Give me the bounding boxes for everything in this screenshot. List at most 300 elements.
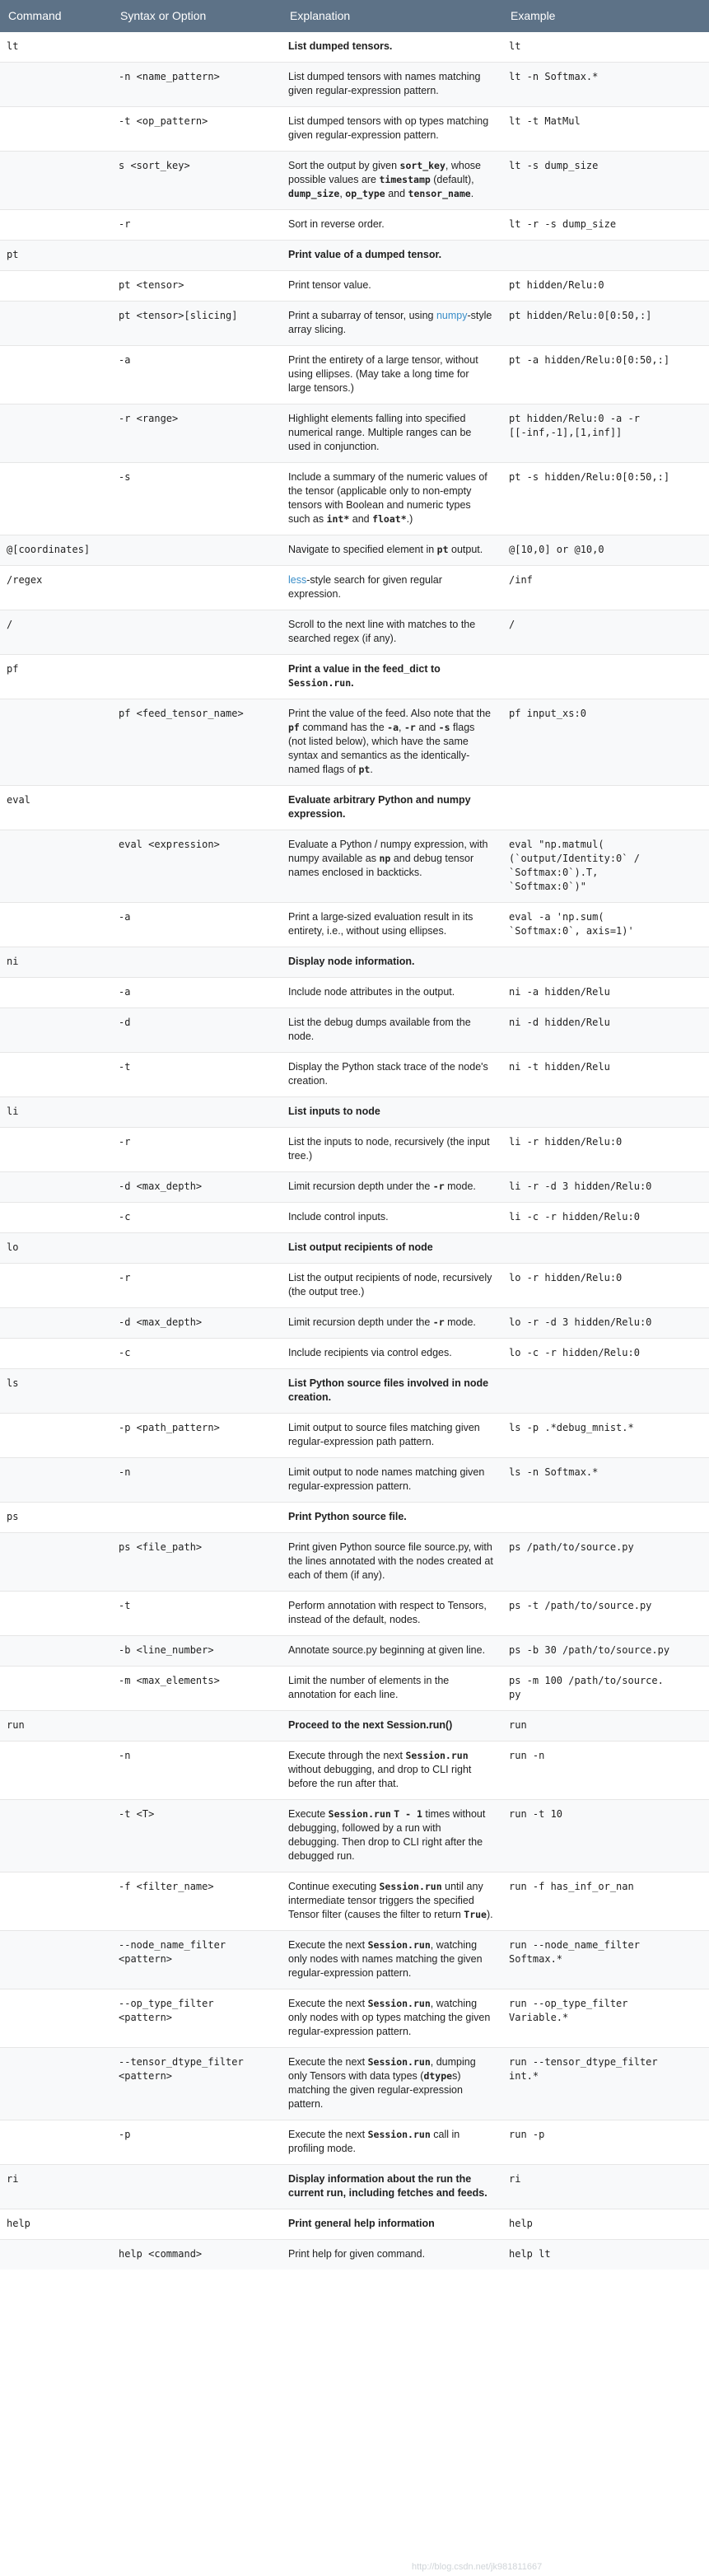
- explanation-cell: [282, 2209, 502, 2240]
- option-cell: -c: [112, 1339, 282, 1369]
- explanation-cell: [282, 152, 502, 210]
- table-row: [0, 1053, 709, 1097]
- explanation-text: Sort the output by given: [288, 160, 400, 171]
- example-cell: pt -s hidden/Relu:0[0:50,:]: [502, 463, 709, 535]
- table-row: [0, 699, 709, 786]
- command-cell: [0, 1172, 112, 1203]
- table-row: [0, 1097, 709, 1128]
- explanation-cell: [282, 32, 502, 63]
- command-cell: [0, 1592, 112, 1636]
- table-row: [0, 1800, 709, 1872]
- option-cell: [112, 32, 282, 63]
- example-cell: [502, 241, 709, 271]
- explanation-text: Annotate source.py beginning at given line.: [288, 1644, 486, 1656]
- inline-code: True: [464, 1909, 487, 1920]
- explanation-text: Print help for given command.: [288, 2248, 426, 2260]
- option-cell: -r: [112, 1264, 282, 1308]
- table-row: [0, 1008, 709, 1053]
- table-row: [0, 2120, 709, 2165]
- option-cell: -n: [112, 1741, 282, 1800]
- table-row: [0, 610, 709, 655]
- explanation-text: Execute the next: [288, 1939, 368, 1951]
- example-cell: lt: [509, 40, 521, 52]
- option-cell: -s: [112, 463, 282, 535]
- explanation-text: Print the entirety of a large tensor, without using ellipses. (May take a long time for large tensors.): [288, 354, 478, 394]
- example-cell: [502, 1233, 709, 1264]
- command-cell: [0, 2048, 112, 2120]
- option-cell: [112, 1233, 282, 1264]
- table-row: [0, 566, 709, 610]
- option-cell: [112, 1097, 282, 1128]
- example-cell: [502, 655, 709, 699]
- table-row: [0, 210, 709, 241]
- explanation-text: List the output recipients of node, recursively (the output tree.): [288, 1272, 492, 1297]
- table-row: [0, 1592, 709, 1636]
- inline-code: Session.run: [367, 1939, 431, 1951]
- table-row: [0, 1667, 709, 1711]
- table-row: [0, 32, 709, 63]
- table-row: [0, 1458, 709, 1503]
- command-cell: [0, 1458, 112, 1503]
- inline-code: Session.run: [328, 1808, 391, 1820]
- explanation-text: Display node information.: [288, 956, 415, 967]
- table-row: [0, 107, 709, 152]
- command-cell: [0, 271, 112, 302]
- explanation-cell: [282, 786, 502, 830]
- explanation-text: Limit the number of elements in the annotation for each line.: [288, 1675, 450, 1700]
- inline-code: pt: [436, 544, 449, 555]
- explanation-text: Execute: [288, 1808, 329, 1820]
- example-cell: ni -a hidden/Relu: [502, 978, 709, 1008]
- explanation-text: -style search for given regular expression.: [288, 574, 442, 600]
- table-row: [0, 830, 709, 903]
- command-cell: [0, 63, 112, 107]
- command-cell: help: [0, 2209, 112, 2240]
- explanation-cell: [282, 830, 502, 903]
- option-cell: [112, 1503, 282, 1533]
- command-cell: ls: [0, 1369, 112, 1414]
- option-cell: help <command>: [112, 2240, 282, 2270]
- example-cell: lo -r hidden/Relu:0: [502, 1264, 709, 1308]
- option-cell: s <sort_key>: [112, 152, 282, 210]
- explanation-text: Sort in reverse order.: [288, 218, 385, 230]
- option-cell: [112, 241, 282, 271]
- explanation-cell: [282, 1592, 502, 1636]
- example-cell: @[10,0] or @10,0: [502, 535, 709, 566]
- explanation-text: Limit output to source files matching given regular-expression path pattern.: [288, 1422, 480, 1447]
- inline-code: -r: [432, 1180, 445, 1192]
- explanation-cell: [282, 566, 502, 610]
- inline-code: dtype: [423, 2070, 453, 2082]
- explanation-cell: [282, 610, 502, 655]
- explanation-text: List the inputs to node, recursively (the input tree.): [288, 1136, 490, 1162]
- example-cell: [502, 1369, 709, 1414]
- table-row: [0, 1203, 709, 1233]
- option-cell: pf <feed_tensor_name>: [112, 699, 282, 786]
- inline-code: dump_size: [288, 188, 340, 199]
- table-row: [0, 1711, 709, 1741]
- option-cell: -a: [112, 903, 282, 947]
- inline-code: op_type: [345, 188, 385, 199]
- command-cell: lt: [7, 40, 19, 52]
- command-cell: [0, 903, 112, 947]
- option-cell: -r: [112, 1128, 282, 1172]
- table-row: [0, 1931, 709, 1989]
- option-cell: [112, 2165, 282, 2209]
- explanation-text: output.: [448, 544, 483, 555]
- example-cell: /: [502, 610, 709, 655]
- option-cell: [112, 535, 282, 566]
- command-cell: /: [0, 610, 112, 655]
- option-cell: eval <expression>: [112, 830, 282, 903]
- explanation-cell: [282, 1458, 502, 1503]
- explanation-text: call in profiling mode.: [288, 2129, 460, 2154]
- table-row: [0, 2240, 709, 2270]
- example-cell: ls -p .*debug_mnist.*: [502, 1414, 709, 1458]
- example-cell: help lt: [502, 2240, 709, 2270]
- explanation-text: .: [370, 764, 373, 775]
- option-cell: -n: [112, 1458, 282, 1503]
- command-cell: [0, 1741, 112, 1800]
- explanation-cell: [282, 1203, 502, 1233]
- explanation-cell: [282, 1053, 502, 1097]
- table-row: [0, 152, 709, 210]
- option-cell: -m <max_elements>: [112, 1667, 282, 1711]
- example-cell: ps /path/to/source.py: [502, 1533, 709, 1592]
- example-cell: run -t 10: [502, 1800, 709, 1872]
- option-cell: -r: [112, 210, 282, 241]
- option-cell: -t <T>: [112, 1800, 282, 1872]
- table-row: [0, 1989, 709, 2048]
- explanation-cell: [282, 978, 502, 1008]
- inline-code: sort_key: [399, 160, 445, 171]
- explanation-text: Highlight elements falling into specified numerical range. Multiple ranges can be used in conjunction.: [288, 413, 472, 452]
- explanation-text: , watching only nodes with names matching the given regular-expression pattern.: [288, 1939, 483, 1979]
- explanation-text: ,: [399, 722, 404, 733]
- command-cell: [0, 1053, 112, 1097]
- table-row: [0, 1369, 709, 1414]
- explanation-cell: [282, 1369, 502, 1414]
- explanation-text: , dumping only Tensors with data types (: [288, 2056, 476, 2082]
- table-row: [0, 2048, 709, 2120]
- example-cell: run -f has_inf_or_nan: [502, 1872, 709, 1931]
- explanation-cell: [282, 271, 502, 302]
- explanation-text: Include a summary of the numeric values of the tensor (applicable only to non-empty tensors with Boolean and numeric types such as: [288, 471, 487, 525]
- inline-code: float*: [372, 513, 407, 525]
- table-body: [0, 32, 709, 2270]
- explanation-cell: [282, 655, 502, 699]
- example-cell: li -r hidden/Relu:0: [502, 1128, 709, 1172]
- command-cell: [0, 404, 112, 463]
- explanation-text: Continue executing: [288, 1881, 380, 1892]
- option-cell: [112, 947, 282, 978]
- explanation-text: and: [349, 513, 373, 525]
- option-cell: -c: [112, 1203, 282, 1233]
- explanation-cell: [282, 241, 502, 271]
- explanation-text: Navigate to specified element in: [288, 544, 437, 555]
- explanation-text: Print a large-sized evaluation result in its entirety, i.e., without using ellipses.: [288, 911, 473, 937]
- command-cell: [0, 1008, 112, 1053]
- table-row: [0, 463, 709, 535]
- example-cell: [502, 1097, 709, 1128]
- explanation-text: Print a value in the feed_dict to: [288, 663, 441, 675]
- table-row: [0, 903, 709, 947]
- inline-code: pf: [288, 722, 300, 733]
- header-syntax-or-option: Syntax or Option: [112, 0, 282, 32]
- command-cell: [0, 1308, 112, 1339]
- table-row: [0, 947, 709, 978]
- example-cell: lt -s dump_size: [502, 152, 709, 210]
- explanation-cell: [282, 1711, 502, 1741]
- example-cell: li -r -d 3 hidden/Relu:0: [502, 1172, 709, 1203]
- option-cell: -d <max_depth>: [112, 1172, 282, 1203]
- inline-code: -a: [387, 722, 399, 733]
- inline-code: -r: [432, 1316, 445, 1328]
- table-row: [0, 271, 709, 302]
- explanation-cell: [282, 107, 502, 152]
- example-cell: ps -t /path/to/source.py: [502, 1592, 709, 1636]
- option-cell: pt <tensor>: [112, 271, 282, 302]
- example-cell: run --op_type_filter Variable.*: [502, 1989, 709, 2048]
- example-cell: /inf: [502, 566, 709, 610]
- table-row: [0, 1128, 709, 1172]
- command-cell: [0, 107, 112, 152]
- explanation-cell: [282, 1931, 502, 1989]
- explanation-cell: [282, 1503, 502, 1533]
- explanation-cell: [282, 1339, 502, 1369]
- explanation-text: Print general help information: [288, 2218, 435, 2229]
- explanation-text: Include recipients via control edges.: [288, 1347, 452, 1358]
- example-cell: ni -d hidden/Relu: [502, 1008, 709, 1053]
- example-cell: lt -r -s dump_size: [502, 210, 709, 241]
- command-cell: [0, 2240, 112, 2270]
- header-command: Command: [0, 0, 112, 32]
- option-cell: -p: [112, 2120, 282, 2165]
- command-cell: @[coordinates]: [0, 535, 112, 566]
- table-row: [0, 1308, 709, 1339]
- option-cell: -a: [112, 346, 282, 404]
- option-cell: --node_name_filter <pattern>: [112, 1931, 282, 1989]
- option-cell: [112, 1711, 282, 1741]
- explanation-cell: [282, 903, 502, 947]
- explanation-cell: [282, 1533, 502, 1592]
- option-cell: -t: [112, 1592, 282, 1636]
- example-cell: run: [502, 1711, 709, 1741]
- explanation-cell: [282, 1800, 502, 1872]
- example-cell: pt hidden/Relu:0[0:50,:]: [502, 302, 709, 346]
- explanation-text: List the debug dumps available from the node.: [288, 1017, 471, 1042]
- inline-code: -r: [403, 722, 416, 733]
- explanation-text: Execute through the next: [288, 1750, 406, 1761]
- option-cell: -t: [112, 1053, 282, 1097]
- explanation-cell: [282, 2240, 502, 2270]
- command-cell: [0, 1533, 112, 1592]
- explanation-cell: [282, 1872, 502, 1931]
- explanation-text: List dumped tensors.: [288, 40, 393, 52]
- option-cell: [112, 655, 282, 699]
- example-cell: run --node_name_filter Softmax.*: [502, 1931, 709, 1989]
- explanation-text: without debugging, and drop to CLI right before the run after that.: [288, 1764, 472, 1789]
- command-cell: ni: [0, 947, 112, 978]
- command-cell: [0, 346, 112, 404]
- example-cell: pt -a hidden/Relu:0[0:50,:]: [502, 346, 709, 404]
- command-cell: [0, 1128, 112, 1172]
- explanation-text: ,: [339, 188, 346, 199]
- explanation-cell: [282, 404, 502, 463]
- explanation-cell: [282, 1128, 502, 1172]
- command-cell: [0, 830, 112, 903]
- explanation-text: Display the Python stack trace of the node's creation.: [288, 1061, 488, 1087]
- command-cell: eval: [0, 786, 112, 830]
- example-cell: ps -b 30 /path/to/source.py: [502, 1636, 709, 1667]
- example-cell: lo -c -r hidden/Relu:0: [502, 1339, 709, 1369]
- option-cell: --op_type_filter <pattern>: [112, 1989, 282, 2048]
- example-cell: [502, 947, 709, 978]
- option-cell: -t <op_pattern>: [112, 107, 282, 152]
- explanation-cell: [282, 302, 502, 346]
- example-cell: run --tensor_dtype_filter int.*: [502, 2048, 709, 2120]
- option-cell: [112, 2209, 282, 2240]
- explanation-text: Limit recursion depth under the: [288, 1180, 433, 1192]
- command-cell: [0, 699, 112, 786]
- table-row: [0, 1533, 709, 1592]
- explanation-text: List Python source files involved in node creation.: [288, 1377, 489, 1403]
- option-cell: ps <file_path>: [112, 1533, 282, 1592]
- command-cell: [0, 1339, 112, 1369]
- inline-code: np: [379, 853, 391, 864]
- explanation-text: s) matching the given regular-expression pattern.: [288, 2070, 463, 2110]
- explanation-text: Evaluate arbitrary Python and numpy expression.: [288, 794, 471, 820]
- command-cell: /regex: [0, 566, 112, 610]
- explanation-cell: [282, 2048, 502, 2120]
- table-row: [0, 2209, 709, 2240]
- explanation-cell: [282, 1636, 502, 1667]
- watermark: http://blog.csdn.net/jk981811667: [412, 2562, 543, 2572]
- doc-link[interactable]: numpy: [436, 310, 468, 321]
- header-explanation: Explanation: [282, 0, 502, 32]
- table-row: [0, 1233, 709, 1264]
- explanation-text: flags (not listed below), which have the same syntax and semantics as the identically-named flags of: [288, 722, 475, 775]
- command-cell: [0, 210, 112, 241]
- inline-code: timestamp: [379, 174, 431, 185]
- explanation-text: List dumped tensors with op types matching given regular-expression pattern.: [288, 115, 489, 141]
- explanation-text: Execute the next: [288, 2129, 368, 2140]
- command-cell: lo: [0, 1233, 112, 1264]
- command-cell: [0, 1800, 112, 1872]
- explanation-text: List dumped tensors with names matching given regular-expression pattern.: [288, 71, 481, 96]
- explanation-cell: [282, 535, 502, 566]
- explanation-cell: [282, 1172, 502, 1203]
- command-cell: run: [0, 1711, 112, 1741]
- option-cell: pt <tensor>[slicing]: [112, 302, 282, 346]
- example-cell: [502, 1503, 709, 1533]
- explanation-text: Limit output to node names matching given regular-expression pattern.: [288, 1466, 485, 1492]
- inline-code: Session.run: [405, 1750, 469, 1761]
- explanation-text: List inputs to node: [288, 1106, 380, 1117]
- explanation-text: Print a subarray of tensor, using: [288, 310, 436, 321]
- command-cell: [0, 1931, 112, 1989]
- explanation-cell: [282, 210, 502, 241]
- table-row: [0, 2165, 709, 2209]
- explanation-text: and: [385, 188, 408, 199]
- explanation-cell: [282, 1233, 502, 1264]
- explanation-text: and debug tensor names enclosed in backticks.: [288, 853, 474, 878]
- option-cell: [112, 566, 282, 610]
- option-cell: -d: [112, 1008, 282, 1053]
- table-row: [0, 1264, 709, 1308]
- doc-link[interactable]: less: [288, 574, 307, 586]
- inline-code: tensor_name: [408, 188, 471, 199]
- inline-code: Session.run: [367, 2056, 431, 2068]
- example-cell: help: [502, 2209, 709, 2240]
- example-cell: pt hidden/Relu:0 -a -r [[-inf,-1],[1,inf]]: [502, 404, 709, 463]
- example-cell: li -c -r hidden/Relu:0: [502, 1203, 709, 1233]
- explanation-text: Limit recursion depth under the: [288, 1316, 433, 1328]
- example-cell: eval -a 'np.sum( `Softmax:0`, axis=1)': [502, 903, 709, 947]
- table-row: [0, 1636, 709, 1667]
- command-cell: [0, 1636, 112, 1667]
- command-cell: [0, 1203, 112, 1233]
- explanation-text: .: [470, 188, 474, 199]
- inline-code: Session.run: [367, 1998, 431, 2009]
- option-cell: -p <path_pattern>: [112, 1414, 282, 1458]
- command-cell: pf: [0, 655, 112, 699]
- option-cell: -b <line_number>: [112, 1636, 282, 1667]
- command-cell: [0, 152, 112, 210]
- command-cell: pt: [0, 241, 112, 271]
- command-cell: li: [0, 1097, 112, 1128]
- explanation-text: -style array slicing.: [288, 310, 492, 335]
- table-row: [0, 786, 709, 830]
- table-row: [0, 1503, 709, 1533]
- explanation-text: Include node attributes in the output.: [288, 986, 455, 998]
- table-row: [0, 1872, 709, 1931]
- table-row: [0, 1414, 709, 1458]
- example-cell: pf input_xs:0: [502, 699, 709, 786]
- command-cell: [0, 1264, 112, 1308]
- table-row: [0, 1339, 709, 1369]
- header-example: Example: [502, 0, 709, 32]
- command-cell: [0, 1667, 112, 1711]
- option-cell: -n <name_pattern>: [112, 63, 282, 107]
- explanation-text: Scroll to the next line with matches to the searched regex (if any).: [288, 619, 476, 644]
- table-row: [0, 346, 709, 404]
- example-cell: run -p: [502, 2120, 709, 2165]
- table-row: [0, 404, 709, 463]
- example-cell: lt -n Softmax.*: [502, 63, 709, 107]
- command-cell: ri: [0, 2165, 112, 2209]
- table-row: [0, 1172, 709, 1203]
- example-cell: [502, 786, 709, 830]
- example-cell: lt -t MatMul: [502, 107, 709, 152]
- explanation-cell: [282, 346, 502, 404]
- explanation-cell: [282, 1741, 502, 1800]
- inline-code: int*: [326, 513, 350, 525]
- command-cell: [0, 2120, 112, 2165]
- example-cell: ri: [502, 2165, 709, 2209]
- example-cell: ls -n Softmax.*: [502, 1458, 709, 1503]
- command-cell: ps: [0, 1503, 112, 1533]
- table-row: [0, 302, 709, 346]
- explanation-cell: [282, 947, 502, 978]
- explanation-text: Perform annotation with respect to Tensors, instead of the default, nodes.: [288, 1600, 487, 1625]
- explanation-text: command has the: [299, 722, 388, 733]
- inline-code: pt: [358, 764, 371, 775]
- inline-code: -s: [438, 722, 450, 733]
- table-header: [0, 0, 709, 32]
- explanation-text: , whose possible values are: [288, 160, 481, 185]
- command-cell: [0, 302, 112, 346]
